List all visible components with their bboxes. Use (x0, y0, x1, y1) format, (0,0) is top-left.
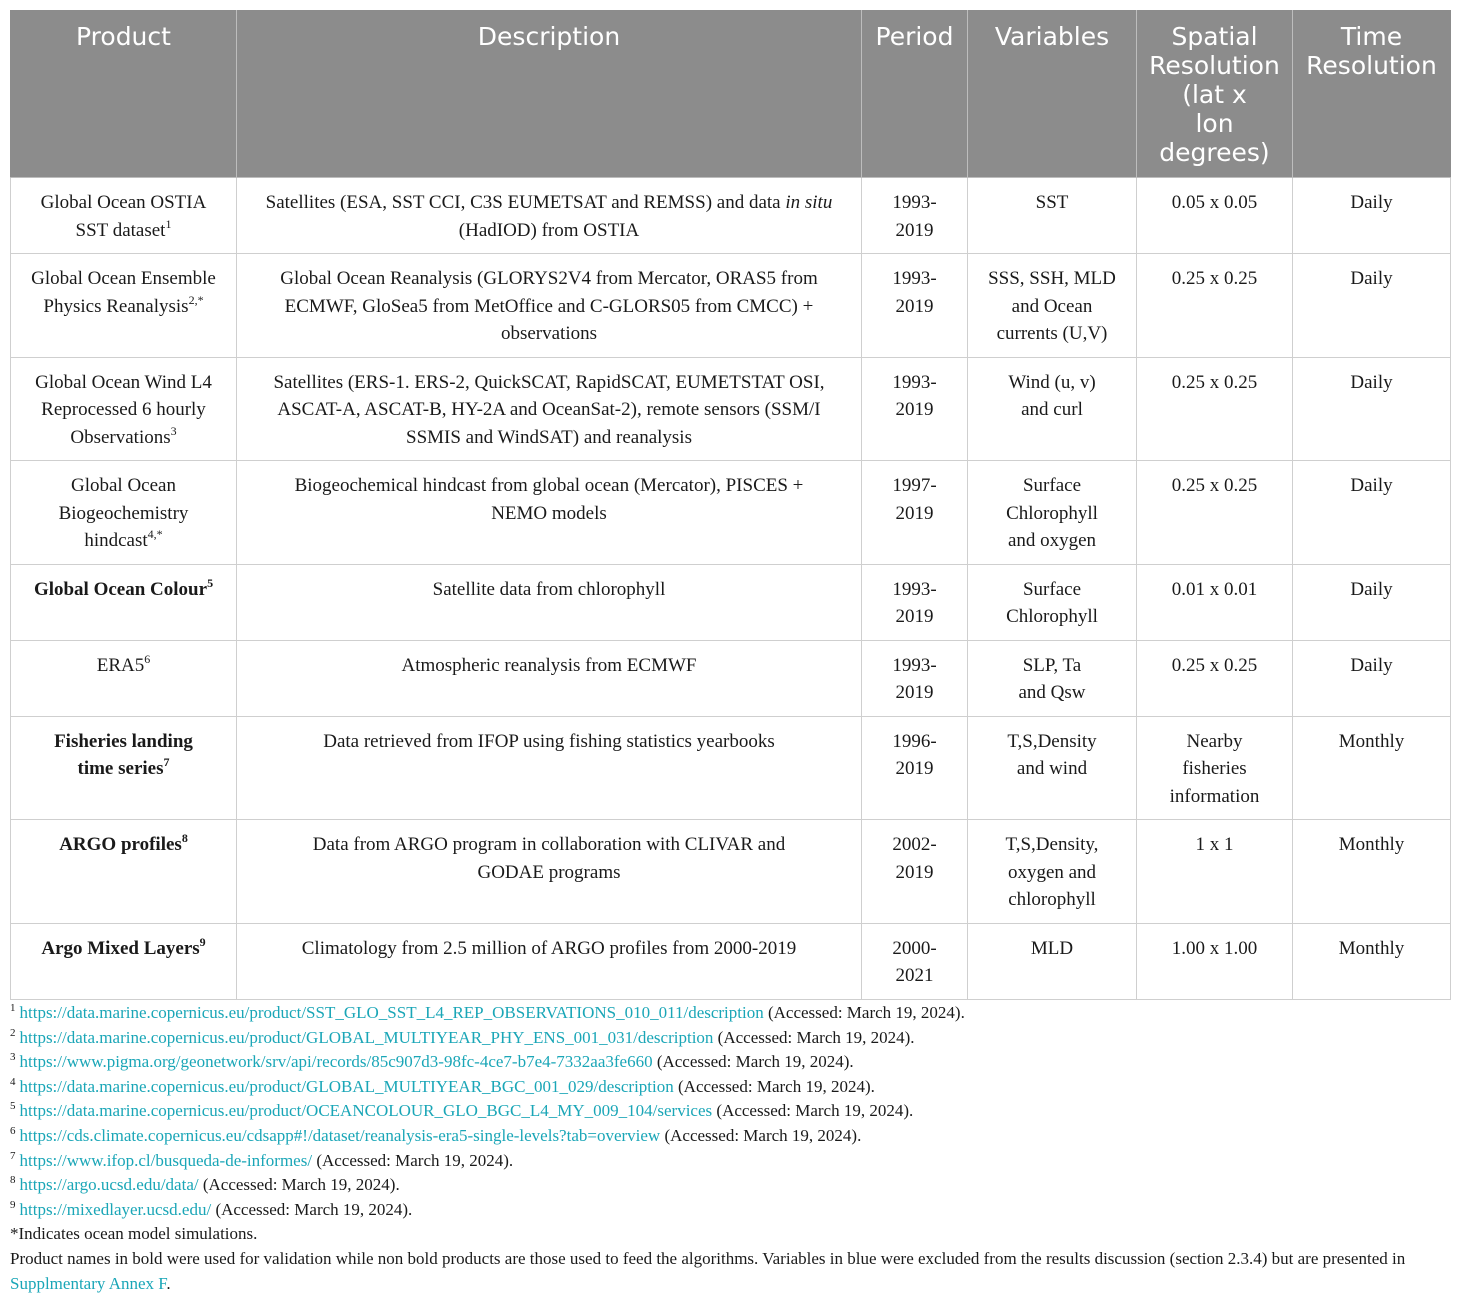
footnote-ref: 3 (170, 423, 177, 438)
table-row (11, 254, 1451, 358)
footnote-number: 6 (10, 1124, 16, 1137)
footnote-ref: 9 (199, 934, 206, 949)
header-time-line: Resolution (1306, 51, 1437, 80)
product-cell (11, 640, 237, 716)
time-cell: Daily (1293, 357, 1451, 461)
footnote-link[interactable]: https://cds.climate.copernicus.eu/cdsapp#!/dataset/reanalysis-era5-single-levels?tab=overview (19, 1125, 661, 1145)
spatial-cell: 0.25 x 0.25 (1137, 357, 1293, 461)
time-cell: Monthly (1293, 923, 1451, 999)
description-text: Satellites (ESA, SST CCI, C3S EUMETSAT and REMSS) and data (265, 192, 786, 213)
supplementary-annex-link[interactable]: Supplmentary Annex F (10, 1273, 167, 1293)
footnote-text: (Accessed: March 19, 2024). (712, 1101, 914, 1121)
footnote-link[interactable]: https://data.marine.copernicus.eu/product/SST_GLO_SST_L4_REP_OBSERVATIONS_010_011/description (19, 1003, 764, 1022)
period-cell: 1996-2019 (862, 716, 968, 820)
time-cell: Daily (1293, 640, 1451, 716)
closing-note-text: Product names in bold were used for validation while non bold products are those used to feed the algorithms. Variables in blue were excluded from the results discussion (section 2.3.4) but are presented in (10, 1248, 1406, 1268)
footnote (10, 1050, 1452, 1075)
closing-note (10, 1247, 1452, 1296)
footnote-link[interactable]: https://www.pigma.org/geonetwork/srv/api/records/85c907d3-98fc-4ce7-b7e4-7332aa3fe660 (19, 1052, 653, 1072)
period-cell: 1993-2019 (862, 357, 968, 461)
footnote (10, 1124, 1452, 1149)
table-row (11, 716, 1451, 820)
header-spatial-line: Resolution (1149, 51, 1280, 80)
footnote-number: 7 (10, 1149, 16, 1162)
time-cell: Monthly (1293, 716, 1451, 820)
footnote (10, 1173, 1452, 1198)
variables-cell: MLD (968, 923, 1137, 999)
period-cell: 1993-2019 (862, 178, 968, 254)
spatial-cell: 0.25 x 0.25 (1137, 640, 1293, 716)
footnote-ref: 2,* (188, 292, 204, 307)
footnote-number: 3 (10, 1051, 16, 1064)
header-time-resolution (1293, 11, 1451, 178)
product-name: Global Ocean Wind L4 Reprocessed 6 hourly Observations (35, 371, 212, 448)
footnote-number: 8 (10, 1174, 16, 1187)
description-cell: Biogeochemical hindcast from global ocean (Mercator), PISCES + NEMO models (237, 461, 862, 565)
footnote (10, 1099, 1452, 1124)
footnote-number: 2 (10, 1026, 16, 1039)
description-cell (237, 178, 862, 254)
description-italic: in situ (785, 192, 833, 213)
time-cell: Daily (1293, 461, 1451, 565)
footnote-text: (Accessed: March 19, 2024). (763, 1003, 965, 1022)
product-name: Global Ocean OSTIA SST dataset (40, 192, 207, 241)
description-cell: Satellite data from chlorophyll (237, 564, 862, 640)
period-cell: 2000-2021 (862, 923, 968, 999)
footnote-text: (Accessed: March 19, 2024). (713, 1027, 915, 1047)
footnote-number: 4 (10, 1075, 16, 1088)
variables-cell: SSS, SSH, MLD and Ocean currents (U,V) (968, 254, 1137, 358)
header-spatial-resolution (1137, 11, 1293, 178)
variables-cell: SST (968, 178, 1137, 254)
footnote-text: (Accessed: March 19, 2024). (312, 1150, 514, 1170)
product-cell (11, 461, 237, 565)
footnote-ref: 5 (207, 575, 214, 590)
footnote (10, 1149, 1452, 1174)
product-name: ERA5 (96, 654, 145, 676)
header-description: Description (237, 11, 862, 178)
header-spatial-line: (lat x (1182, 80, 1247, 109)
product-name: Global Ocean Ensemble Physics Reanalysis (31, 268, 216, 317)
table-row (11, 820, 1451, 924)
data-table (10, 10, 1451, 1000)
description-text: (HadIOD) from OSTIA (458, 219, 640, 241)
variables-cell: T,S,Density, oxygen and chlorophyll (968, 820, 1137, 924)
footnote-ref: 6 (144, 651, 151, 666)
footnote (10, 1198, 1452, 1223)
footnote (10, 1001, 1452, 1026)
spatial-cell: 0.05 x 0.05 (1137, 178, 1293, 254)
header-variables: Variables (968, 11, 1137, 178)
description-cell: Satellites (ERS-1. ERS-2, QuickSCAT, RapidSCAT, EUMETSTAT OSI, ASCAT-A, ASCAT-B, HY-2A and OceanSat-2), remote sensors (SSM/I SSMIS and WindSAT) and reanalysis (237, 357, 862, 461)
variables-cell: Surface Chlorophyll and oxygen (968, 461, 1137, 565)
footnote-text: (Accessed: March 19, 2024). (198, 1175, 400, 1195)
table-row (11, 461, 1451, 565)
description-cell: Data retrieved from IFOP using fishing statistics yearbooks (237, 716, 862, 820)
time-cell: Monthly (1293, 820, 1451, 924)
period-cell: 1993-2019 (862, 564, 968, 640)
header-period: Period (862, 11, 968, 178)
time-cell: Daily (1293, 178, 1451, 254)
footnote (10, 1075, 1452, 1100)
model-note: *Indicates ocean model simulations. (10, 1224, 258, 1244)
footnote-number: 9 (10, 1198, 16, 1211)
table-row (11, 178, 1451, 254)
header-product: Product (11, 11, 237, 178)
period-cell: 2002-2019 (862, 820, 968, 924)
footnote-ref: 1 (165, 216, 172, 231)
variables-cell: SLP, Ta and Qsw (968, 640, 1137, 716)
spatial-cell: 1 x 1 (1137, 820, 1293, 924)
header-row (11, 11, 1451, 178)
footnote-ref: 7 (163, 755, 170, 769)
product-name: ARGO profiles (59, 834, 182, 855)
product-cell (11, 923, 237, 999)
spatial-cell: 1.00 x 1.00 (1137, 923, 1293, 999)
header-time-line: Time (1340, 22, 1403, 51)
description-cell: Global Ocean Reanalysis (GLORYS2V4 from Mercator, ORAS5 from ECMWF, GloSea5 from MetOffice and C-GLORS05 from CMCC) + observations (237, 254, 862, 358)
product-cell (11, 716, 237, 820)
header-spatial-line: degrees) (1159, 138, 1270, 167)
footnote-link[interactable]: https://www.ifop.cl/busqueda-de-informes/ (19, 1150, 313, 1170)
description-cell: Data from ARGO program in collaboration with CLIVAR and GODAE programs (237, 820, 862, 924)
description-cell: Climatology from 2.5 million of ARGO profiles from 2000-2019 (237, 923, 862, 999)
footnote-link[interactable]: https://data.marine.copernicus.eu/product/OCEANCOLOUR_GLO_BGC_L4_MY_009_104/services (19, 1101, 713, 1121)
footnote-link[interactable]: https://data.marine.copernicus.eu/product/GLOBAL_MULTIYEAR_PHY_ENS_001_031/description (19, 1027, 714, 1047)
footnote-text: (Accessed: March 19, 2024). (211, 1199, 413, 1219)
product-name: Global Ocean Biogeochemistry hindcast (58, 475, 189, 551)
time-cell: Daily (1293, 254, 1451, 358)
footnote-ref: 8 (181, 831, 188, 845)
spatial-cell: 0.01 x 0.01 (1137, 564, 1293, 640)
spatial-cell: Nearby fisheries information (1137, 716, 1293, 820)
footnote-link[interactable]: https://argo.ucsd.edu/data/ (19, 1175, 199, 1195)
product-cell (11, 254, 237, 358)
header-spatial-line: lon (1195, 109, 1234, 138)
footnote-ref: 4,* (147, 527, 163, 541)
footnote-text: (Accessed: March 19, 2024). (673, 1076, 875, 1096)
table-row (11, 564, 1451, 640)
period-cell: 1993-2019 (862, 640, 968, 716)
table-row (11, 357, 1451, 461)
description-cell: Atmospheric reanalysis from ECMWF (237, 640, 862, 716)
time-cell: Daily (1293, 564, 1451, 640)
header-spatial-line: Spatial (1171, 22, 1258, 51)
variables-cell: T,S,Density and wind (968, 716, 1137, 820)
footnote-link[interactable]: https://mixedlayer.ucsd.edu/ (19, 1199, 212, 1219)
product-cell (11, 357, 237, 461)
period-cell: 1993-2019 (862, 254, 968, 358)
table-row (11, 923, 1451, 999)
closing-note-end: . (166, 1273, 171, 1293)
footnote-number: 1 (10, 1002, 16, 1014)
variables-cell: Wind (u, v) and curl (968, 357, 1137, 461)
footnote-text: (Accessed: March 19, 2024). (652, 1052, 854, 1072)
product-cell (11, 564, 237, 640)
product-cell (11, 178, 237, 254)
spatial-cell: 0.25 x 0.25 (1137, 461, 1293, 565)
spatial-cell: 0.25 x 0.25 (1137, 254, 1293, 358)
footnote-number: 5 (10, 1100, 16, 1113)
footnote (10, 1026, 1452, 1051)
variables-cell: Surface Chlorophyll (968, 564, 1137, 640)
footnote-link[interactable]: https://data.marine.copernicus.eu/product/GLOBAL_MULTIYEAR_BGC_001_029/description (19, 1076, 674, 1096)
product-name: Global Ocean Colour (33, 578, 208, 600)
footnote-text: (Accessed: March 19, 2024). (660, 1125, 862, 1145)
table-row (11, 640, 1451, 716)
product-cell (11, 820, 237, 924)
product-name: Argo Mixed Layers (41, 937, 200, 959)
table-notes (10, 1001, 1452, 1296)
product-name: Fisheries landing time series (54, 730, 193, 779)
period-cell: 1997-2019 (862, 461, 968, 565)
